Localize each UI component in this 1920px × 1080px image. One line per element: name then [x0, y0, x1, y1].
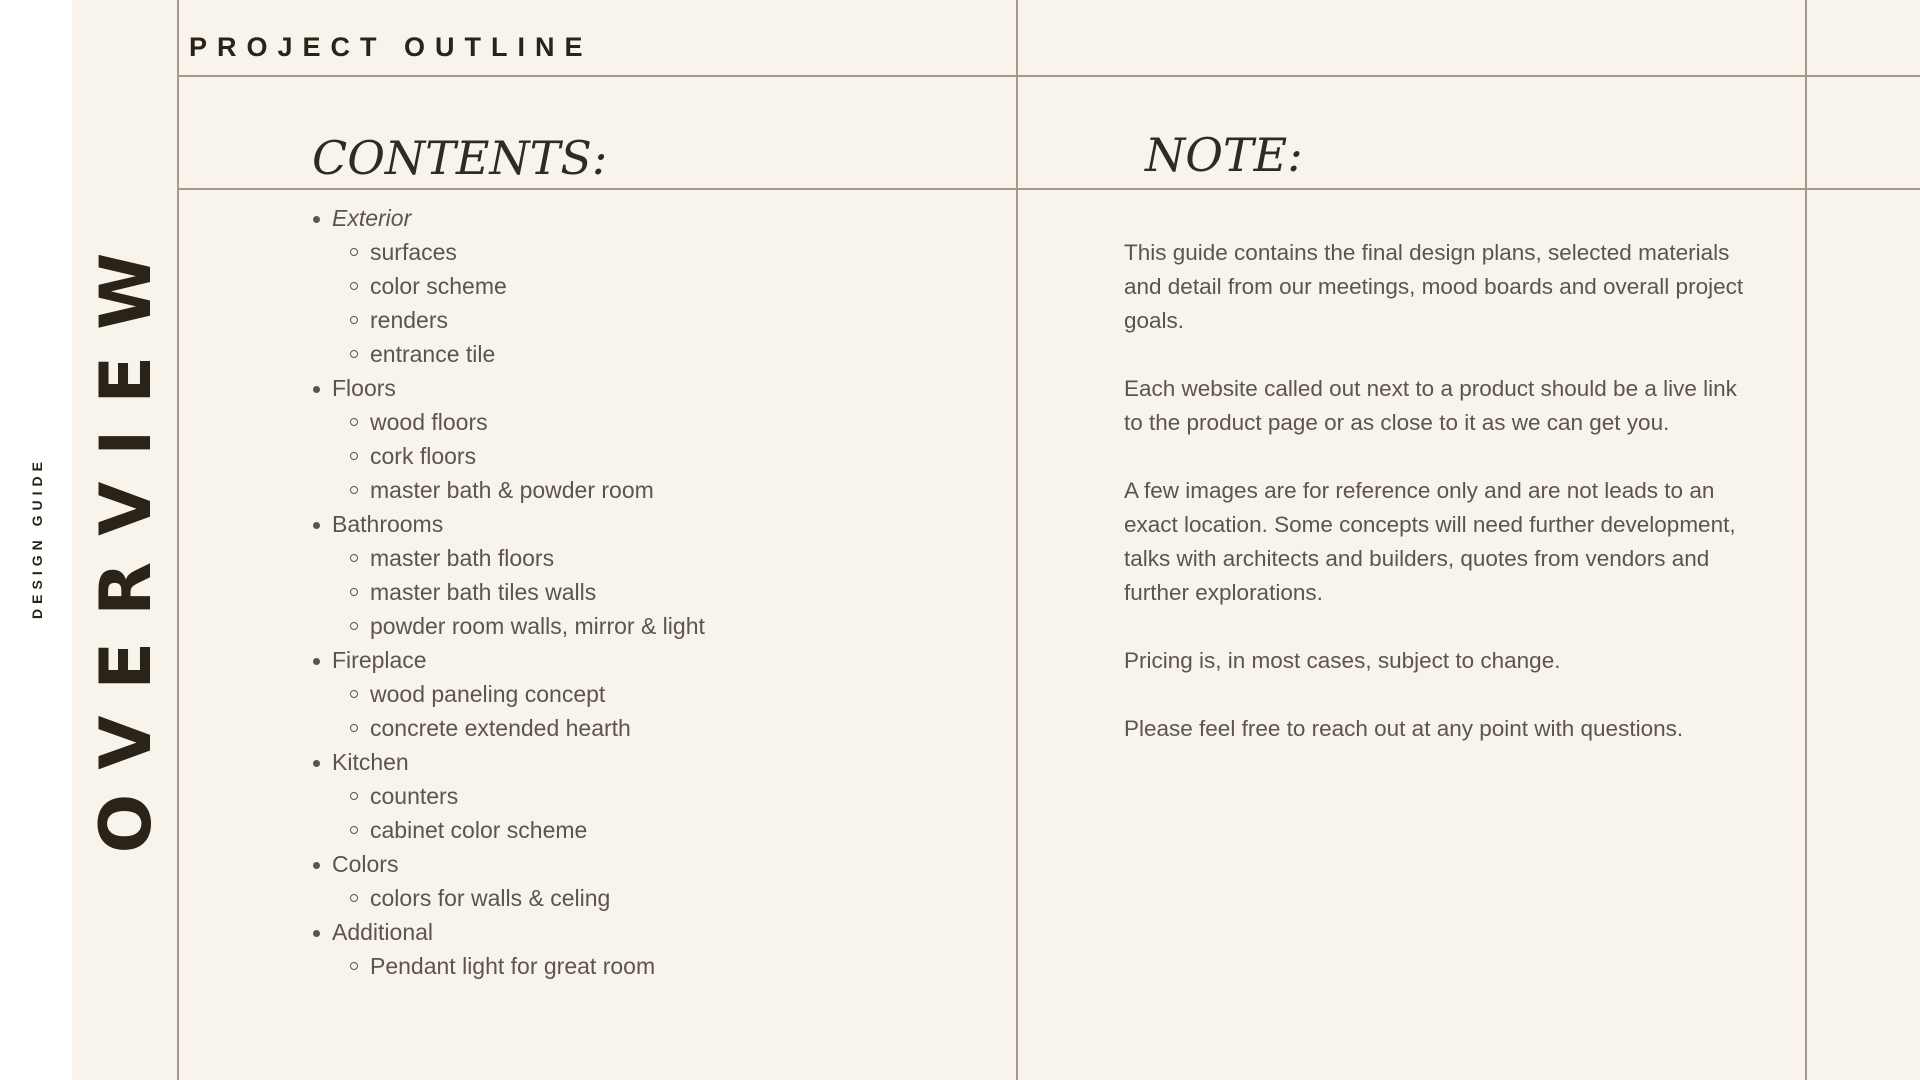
contents-subitem: master bath floors: [308, 541, 705, 575]
contents-section-label: Additional: [332, 919, 434, 945]
contents-list: [308, 201, 705, 983]
contents-section: [308, 201, 705, 235]
design-guide-label: DESIGN GUIDE: [29, 457, 45, 619]
contents-section: [308, 915, 705, 949]
heading-rule: [178, 188, 1920, 190]
contents-subitem: counters: [308, 779, 705, 813]
contents-subitem: entrance tile: [308, 337, 705, 371]
contents-subitem: cork floors: [308, 439, 705, 473]
contents-section: [308, 847, 705, 881]
contents-section-label: Bathrooms: [332, 511, 444, 537]
contents-subitem: Pendant light for great room: [308, 949, 705, 983]
contents-section: [308, 745, 705, 779]
contents-subitem: master bath & powder room: [308, 473, 705, 507]
contents-subitem: wood floors: [308, 405, 705, 439]
contents-outline: [308, 201, 705, 983]
contents-subitem: cabinet color scheme: [308, 813, 705, 847]
contents-section: [308, 371, 705, 405]
note-paragraph: This guide contains the final design plans, selected materials and detail from our meetings, mood boards and overall project goals.: [1124, 240, 1744, 333]
contents-section-label: Kitchen: [332, 749, 409, 775]
contents-subitem: color scheme: [308, 269, 705, 303]
note-body: [1124, 236, 1744, 780]
header-rule: [178, 75, 1920, 77]
column-divider-right: [1805, 0, 1807, 1080]
contents-subitem: master bath tiles walls: [308, 575, 705, 609]
contents-subitem: concrete extended hearth: [308, 711, 705, 745]
contents-section-label: Colors: [332, 851, 399, 877]
contents-heading: CONTENTS:: [312, 131, 608, 185]
note-paragraph: A few images are for reference only and are not leads to an exact location. Some concepts will need further development, talks with architects and builders, quotes from vendors and further explorations.: [1124, 478, 1736, 605]
note-paragraph: Pricing is, in most cases, subject to change.: [1124, 648, 1561, 673]
note-heading: NOTE:: [1145, 128, 1303, 182]
contents-section: [308, 507, 705, 541]
column-divider-left: [177, 0, 179, 1080]
note-paragraph: Please feel free to reach out at any point with questions.: [1124, 716, 1684, 741]
contents-subitem: renders: [308, 303, 705, 337]
note-paragraph: Each website called out next to a product should be a live link to the product page or as close to it as we can get you.: [1124, 376, 1737, 435]
contents-section: [308, 643, 705, 677]
contents-section-label: Floors: [332, 375, 396, 401]
contents-subitem: powder room walls, mirror & light: [308, 609, 705, 643]
contents-subitem: surfaces: [308, 235, 705, 269]
contents-section-label: Fireplace: [332, 647, 427, 673]
contents-subitem: colors for walls & celing: [308, 881, 705, 915]
page-title: PROJECT OUTLINE: [189, 32, 593, 62]
contents-subitem: wood paneling concept: [308, 677, 705, 711]
overview-title: OVERVIEW: [85, 226, 167, 854]
contents-section-label: Exterior: [332, 205, 412, 231]
column-divider-middle: [1016, 0, 1018, 1080]
